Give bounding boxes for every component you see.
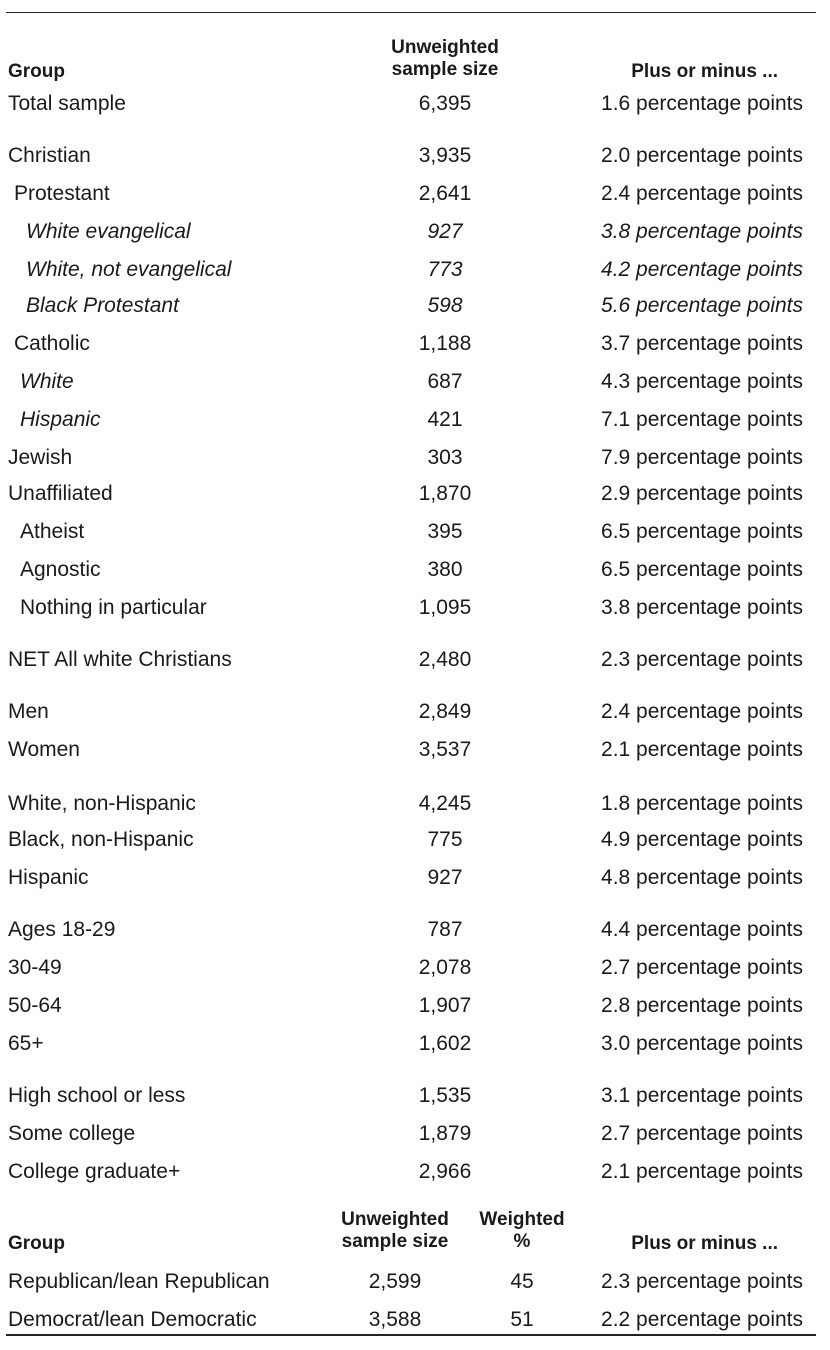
sample-size-cell: 3,537	[418, 738, 472, 761]
group-cell: Black Protestant	[26, 294, 179, 317]
table-row	[0, 1305, 830, 1335]
group-cell: Women	[8, 738, 80, 761]
group-cell: Black, non-Hispanic	[8, 828, 194, 851]
sample-size-cell: 2,849	[418, 700, 472, 723]
margin-cell: 2.9 percentage points	[601, 482, 803, 505]
table-row	[0, 789, 830, 819]
margin-cell: 2.3 percentage points	[601, 648, 803, 671]
margin-cell: 2.4 percentage points	[601, 700, 803, 723]
table-row	[0, 555, 830, 585]
group-cell: Unaffiliated	[8, 482, 113, 505]
margin-cell: 4.9 percentage points	[601, 828, 803, 851]
sample-size-cell: 380	[427, 558, 463, 581]
table-row	[0, 141, 830, 171]
group-cell: Democrat/lean Democratic	[8, 1308, 257, 1331]
table-row	[0, 863, 830, 893]
sample-size-cell: 2,641	[418, 182, 472, 205]
margin-cell: 3.7 percentage points	[601, 332, 803, 355]
table-row	[0, 479, 830, 509]
margin-of-error-header-2: Plus or minus ...	[631, 1233, 778, 1254]
sample-size-cell: 787	[427, 918, 463, 941]
sample-size-cell: 1,870	[418, 482, 472, 505]
sample-size-cell: 303	[427, 446, 463, 469]
weighted-percent-cell: 45	[510, 1270, 534, 1293]
sample-size-header-line1: Unweighted	[391, 37, 499, 58]
table-row	[0, 1267, 830, 1297]
margin-cell: 2.1 percentage points	[601, 738, 803, 761]
sample-size-cell: 687	[427, 370, 463, 393]
margin-cell: 2.2 percentage points	[601, 1308, 803, 1331]
group-cell: Republican/lean Republican	[8, 1270, 270, 1293]
group-cell: Atheist	[20, 520, 85, 543]
sample-size-header-2-line2: sample size	[341, 1231, 449, 1252]
group-cell: High school or less	[8, 1084, 186, 1107]
table-row	[0, 329, 830, 359]
sample-size-cell: 1,602	[418, 1032, 472, 1055]
group-header-2: Group	[8, 1233, 65, 1254]
margin-cell: 2.7 percentage points	[601, 1122, 803, 1145]
margin-cell: 4.4 percentage points	[601, 918, 803, 941]
margin-cell: 4.2 percentage points	[601, 258, 803, 281]
margin-cell: 2.1 percentage points	[601, 1160, 803, 1183]
group-cell: Protestant	[14, 182, 110, 205]
sample-size-cell: 2,480	[418, 648, 472, 671]
table-row	[0, 953, 830, 983]
group-cell: NET All white Christians	[8, 648, 232, 671]
table-row	[0, 735, 830, 765]
sample-size-cell: 1,879	[418, 1122, 472, 1145]
table-row	[0, 991, 830, 1021]
table-row	[0, 1157, 830, 1187]
table-row	[0, 255, 830, 285]
top-rule	[6, 12, 816, 13]
group-cell: College graduate+	[8, 1160, 181, 1183]
margin-cell: 3.1 percentage points	[601, 1084, 803, 1107]
weighted-header-line1: Weighted	[479, 1209, 565, 1230]
sample-size-header-2-line1: Unweighted	[341, 1209, 449, 1230]
margin-cell: 2.8 percentage points	[601, 994, 803, 1017]
group-cell: 30-49	[8, 956, 62, 979]
table-row	[0, 89, 830, 119]
table-row	[0, 1029, 830, 1059]
weighted-header-line2: %	[513, 1231, 531, 1252]
table-row	[0, 1119, 830, 1149]
group-cell: White, non-Hispanic	[8, 792, 196, 815]
table-row	[0, 915, 830, 945]
group-cell: Jewish	[8, 446, 73, 469]
table-row	[0, 179, 830, 209]
group-cell: Hispanic	[8, 866, 89, 889]
margin-cell: 7.1 percentage points	[601, 408, 803, 431]
sample-size-cell: 4,245	[418, 792, 472, 815]
group-cell: Christian	[8, 144, 91, 167]
margin-cell: 6.5 percentage points	[601, 558, 803, 581]
table-row	[0, 825, 830, 855]
sample-size-cell: 598	[427, 294, 463, 317]
group-cell: Some college	[8, 1122, 136, 1145]
margin-cell: 2.0 percentage points	[601, 144, 803, 167]
table-row	[0, 443, 830, 473]
margin-cell: 4.8 percentage points	[601, 866, 803, 889]
sample-size-cell: 2,599	[368, 1270, 422, 1293]
group-cell: White evangelical	[26, 220, 191, 243]
table-row	[0, 217, 830, 247]
margin-cell: 7.9 percentage points	[601, 446, 803, 469]
table-row	[0, 593, 830, 623]
margin-cell: 5.6 percentage points	[601, 294, 803, 317]
group-cell: Agnostic	[20, 558, 101, 581]
sample-size-cell: 6,395	[418, 92, 472, 115]
sample-size-cell: 3,935	[418, 144, 472, 167]
sample-size-header-line2: sample size	[391, 59, 499, 80]
margin-cell: 3.0 percentage points	[601, 1032, 803, 1055]
sample-size-cell: 927	[427, 220, 463, 243]
sample-size-cell: 2,966	[418, 1160, 472, 1183]
sample-size-cell: 1,095	[418, 596, 472, 619]
margin-cell: 4.3 percentage points	[601, 370, 803, 393]
sample-size-cell: 775	[427, 828, 463, 851]
sample-size-cell: 2,078	[418, 956, 472, 979]
sample-size-cell: 421	[427, 408, 463, 431]
margin-cell: 3.8 percentage points	[601, 596, 803, 619]
group-cell: White	[20, 370, 74, 393]
group-header: Group	[8, 61, 65, 82]
group-cell: Ages 18-29	[8, 918, 116, 941]
table-row	[0, 405, 830, 435]
group-cell: Catholic	[14, 332, 90, 355]
sample-size-cell: 1,907	[418, 994, 472, 1017]
weighted-percent-cell: 51	[510, 1308, 534, 1331]
margin-cell: 2.3 percentage points	[601, 1270, 803, 1293]
sample-size-cell: 1,188	[418, 332, 472, 355]
sample-size-cell: 1,535	[418, 1084, 472, 1107]
table-row	[0, 1081, 830, 1111]
margin-cell: 1.6 percentage points	[601, 92, 803, 115]
sample-size-cell: 3,588	[368, 1308, 422, 1331]
table-row	[0, 367, 830, 397]
margin-cell: 3.8 percentage points	[601, 220, 803, 243]
table-row	[0, 697, 830, 727]
margin-cell: 2.7 percentage points	[601, 956, 803, 979]
group-cell: Total sample	[8, 92, 126, 115]
margin-of-error-header: Plus or minus ...	[631, 61, 778, 82]
group-cell: White, not evangelical	[26, 258, 232, 281]
sample-size-cell: 395	[427, 520, 463, 543]
sample-size-cell: 927	[427, 866, 463, 889]
sample-size-cell: 773	[427, 258, 463, 281]
margin-cell: 1.8 percentage points	[601, 792, 803, 815]
table-row	[0, 517, 830, 547]
group-cell: 50-64	[8, 994, 62, 1017]
weighted-percent-header	[470, 1209, 574, 1253]
group-cell: 65+	[8, 1032, 44, 1055]
margin-cell: 6.5 percentage points	[601, 520, 803, 543]
group-cell: Hispanic	[20, 408, 101, 431]
table-row	[0, 291, 830, 321]
group-cell: Men	[8, 700, 49, 723]
table-row	[0, 645, 830, 675]
bottom-rule	[6, 1334, 816, 1336]
group-cell: Nothing in particular	[20, 596, 207, 619]
margin-cell: 2.4 percentage points	[601, 182, 803, 205]
sample-size-header-2	[315, 1209, 475, 1253]
sample-size-header	[360, 37, 530, 81]
